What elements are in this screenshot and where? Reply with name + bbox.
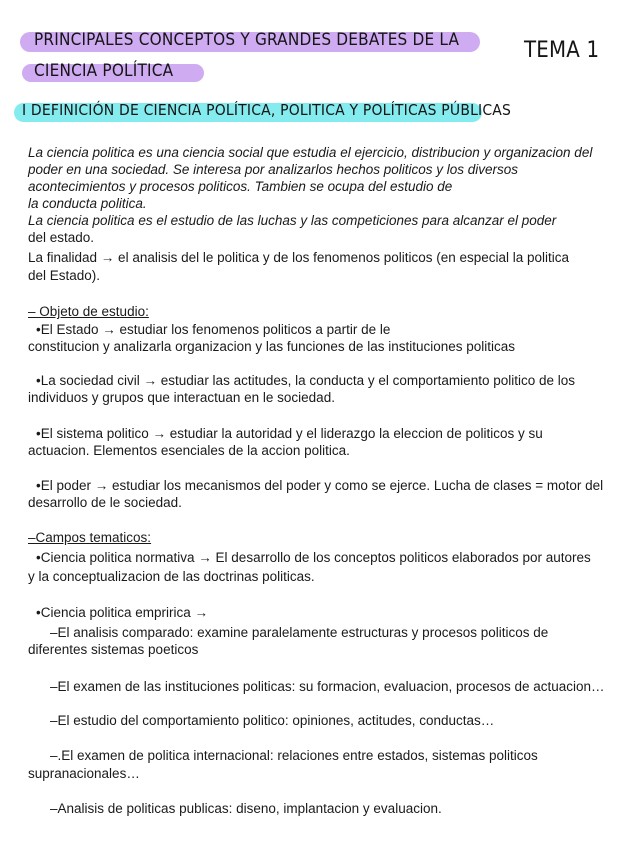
intro-line: La ciencia politica es el estudio de las luchas y las competiciones para alcanzar el poder [28,213,557,228]
section-heading: I DEFINICIÓN DE CIENCIA POLÍTICA, POLITICA Y POLÍTICAS PÚBLICAS [22,101,512,119]
campos-item: supranacionales… [28,766,140,781]
page-title-line1: PRINCIPALES CONCEPTOS Y GRANDES DEBATES DE LA [34,30,460,50]
objeto-item: actuacion. Elementos esenciales de la accion politica. [28,443,350,458]
campos-item: –El estudio del comportamiento politico: opiniones, actitudes, conductas… [50,713,495,728]
campos-item: –Analisis de politicas publicas: diseno, implantacion y evaluacion. [50,801,442,816]
campos-item: •Ciencia politica normativa → El desarrollo de los conceptos politicos elaborados por autores [36,550,591,565]
objeto-item: desarrollo de le sociedad. [28,495,182,510]
campos-item: diferentes sistemas poeticos [28,642,199,657]
campos-item: y la conceptualizacion de las doctrinas politicas. [28,569,315,584]
intro-line: poder en una sociedad. Se interesa por analizarlos hechos politicos y los diversos [28,162,519,177]
intro-line: acontecimientos y procesos politicos. Tambien se ocupa del estudio de [28,179,453,194]
objeto-item: constitucion y analizarla organizacion y las funciones de las instituciones politicas [28,339,516,354]
intro-line: La finalidad → el analisis del le politica y de los fenomenos politicos (en especial la politica [28,250,570,265]
objeto-item: •El Estado → estudiar los fenomenos politicos a partir de le [36,322,391,337]
campos-item: –.El examen de politica internacional: relaciones entre estados, sistemas politicos [50,748,538,763]
campos-item: –El analisis comparado: examine paralelamente estructuras y procesos politicos de [50,625,549,640]
objeto-item: •El poder → estudiar los mecanismos del poder y como se ejerce. Lucha de clases = motor del [36,478,604,493]
campos-heading: –Campos tematicos: [28,530,152,545]
objeto-item: •La sociedad civil → estudiar las actitudes, la conducta y el comportamiento politico de los [36,373,576,388]
intro-line: la conducta politica. [28,196,147,211]
objeto-item: •El sistema politico → estudiar la autoridad y el liderazgo la eleccion de politicos y su [36,426,543,441]
intro-line: La ciencia politica es una ciencia social que estudia el ejercicio, distribucion y organizacion del [28,145,593,160]
page-title-line2: CIENCIA POLÍTICA [34,61,174,81]
intro-line: del estado. [28,230,95,245]
campos-item: –El examen de las instituciones politicas: su formacion, evaluacion, procesos de actuacion… [50,679,605,694]
objeto-item: individuos y grupos que interactuan en le sociedad. [28,390,335,405]
campos-item: •Ciencia politica empririca → [36,605,209,620]
objeto-heading: – Objeto de estudio: [28,304,149,319]
tema-label: TEMA 1 [524,38,600,63]
intro-line: del Estado). [28,268,101,283]
